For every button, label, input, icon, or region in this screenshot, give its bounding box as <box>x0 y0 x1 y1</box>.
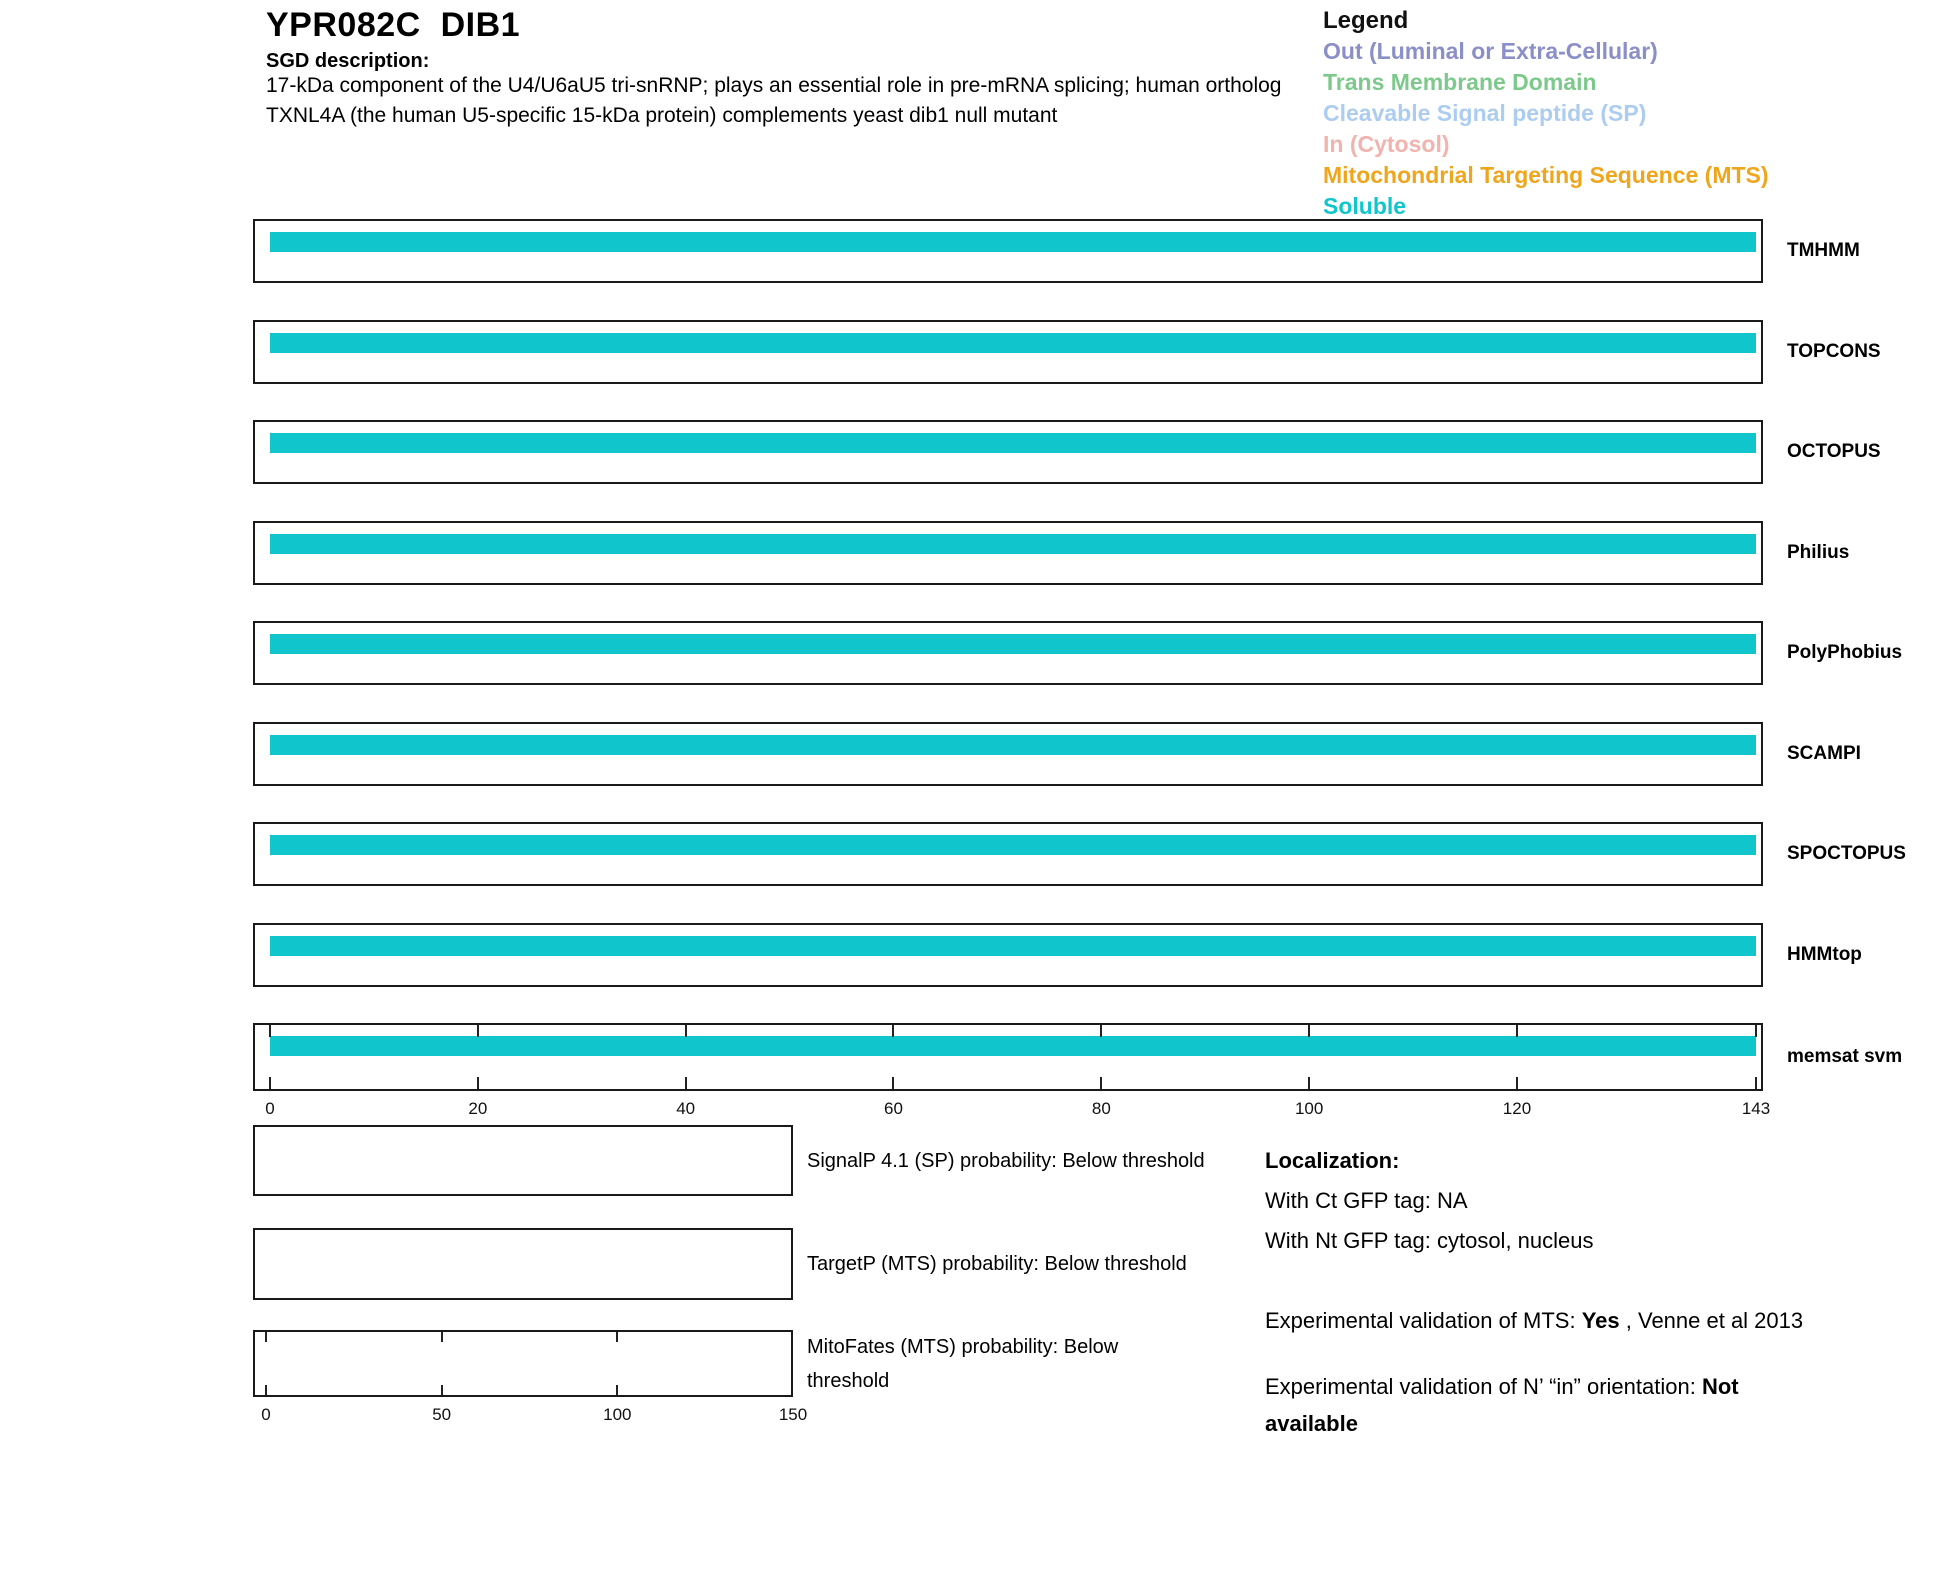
sgd-description-line: TXNL4A (the human U5-specific 15-kDa protein) complements yeast dib1 null mutant <box>266 104 1058 127</box>
axis-tick <box>265 1385 267 1395</box>
track-box <box>253 521 1763 585</box>
probability-box <box>253 1125 793 1196</box>
orientation-validation-value: Not available <box>1265 1374 1739 1436</box>
track-label: PolyPhobius <box>1787 642 1903 663</box>
axis-tick <box>269 1025 271 1037</box>
track-label: SCAMPI <box>1787 743 1861 764</box>
axis-tick <box>1516 1077 1518 1089</box>
axis-tick-label: 120 <box>1502 1099 1532 1118</box>
orientation-validation-prefix: Experimental validation of N’ “in” orientation: <box>1265 1374 1702 1399</box>
axis-tick <box>616 1332 618 1342</box>
probability-label-line: SignalP 4.1 (SP) probability: Below threshold <box>807 1149 1205 1172</box>
mts-validation-value: Yes <box>1581 1308 1620 1333</box>
track-box <box>253 822 1763 886</box>
legend-item: Soluble <box>1323 193 1407 219</box>
axis-tick <box>892 1025 894 1037</box>
axis-tick <box>1516 1025 1518 1037</box>
axis-tick <box>892 1077 894 1089</box>
legend-item: Mitochondrial Targeting Sequence (MTS) <box>1323 162 1769 188</box>
sgd-description-heading: SGD description: <box>266 50 430 72</box>
track-label: memsat svm <box>1787 1046 1903 1067</box>
axis-tick-label: 100 <box>603 1405 632 1424</box>
track-label: HMMtop <box>1787 944 1862 965</box>
legend-item: Cleavable Signal peptide (SP) <box>1323 100 1647 126</box>
mts-validation <box>1265 1308 1803 1334</box>
legend-item: In (Cytosol) <box>1323 131 1450 157</box>
axis-tick-label: 100 <box>1294 1099 1324 1118</box>
soluble-segment <box>270 534 1756 554</box>
soluble-segment <box>270 232 1756 252</box>
legend <box>1323 5 1769 222</box>
probability-label-line: MitoFates (MTS) probability: Below <box>807 1335 1119 1358</box>
axis-tick <box>265 1332 267 1342</box>
track-label: OCTOPUS <box>1787 441 1881 462</box>
soluble-segment <box>270 936 1756 956</box>
soluble-segment <box>270 835 1756 855</box>
legend-item: Out (Luminal or Extra-Cellular) <box>1323 38 1658 64</box>
axis-tick <box>1308 1077 1310 1089</box>
axis-tick <box>1755 1077 1757 1089</box>
track-box <box>253 320 1763 384</box>
track-box <box>253 1023 1763 1091</box>
soluble-segment <box>270 1036 1756 1056</box>
localization-heading: Localization: <box>1265 1148 1400 1173</box>
axis-tick-label: 150 <box>778 1405 808 1424</box>
track-label: TMHMM <box>1787 240 1860 261</box>
orientation-validation <box>1265 1368 1830 1442</box>
page-title: YPR082C DIB1 <box>266 6 521 44</box>
probability-label-line: threshold <box>807 1369 890 1392</box>
track-box <box>253 923 1763 987</box>
axis-tick-label: 0 <box>261 1405 271 1424</box>
axis-tick-label: 143 <box>1741 1099 1771 1118</box>
soluble-segment <box>270 333 1756 353</box>
axis-tick <box>1100 1077 1102 1089</box>
mts-validation-reference: , Venne et al 2013 <box>1619 1308 1804 1333</box>
axis-tick <box>616 1385 618 1395</box>
track-box <box>253 219 1763 283</box>
axis-tick <box>1100 1025 1102 1037</box>
track-box <box>253 621 1763 685</box>
track-label: Philius <box>1787 542 1850 563</box>
axis-tick <box>441 1385 443 1395</box>
probability-box <box>253 1228 793 1300</box>
axis-tick <box>1755 1025 1757 1037</box>
probability-label-line: TargetP (MTS) probability: Below threshold <box>807 1253 1187 1275</box>
axis-tick <box>477 1077 479 1089</box>
axis-tick-label: 40 <box>676 1099 696 1118</box>
mts-validation-prefix: Experimental validation of MTS: <box>1265 1308 1582 1333</box>
axis-tick-label: 0 <box>265 1099 275 1118</box>
track-label: SPOCTOPUS <box>1787 843 1906 864</box>
axis-tick <box>1308 1025 1310 1037</box>
axis-tick <box>685 1025 687 1037</box>
axis-tick <box>269 1077 271 1089</box>
axis-tick-label: 80 <box>1091 1099 1111 1118</box>
axis-tick <box>441 1332 443 1342</box>
legend-title: Legend <box>1323 7 1409 34</box>
axis-tick-label: 20 <box>468 1099 488 1118</box>
localization-nt-gfp: With Nt GFP tag: cytosol, nucleus <box>1265 1228 1594 1253</box>
track-box <box>253 420 1763 484</box>
axis-tick-label: 50 <box>432 1405 452 1424</box>
probability-label <box>807 1228 1187 1300</box>
soluble-segment <box>270 433 1756 453</box>
soluble-segment <box>270 634 1756 654</box>
localization-ct-gfp: With Ct GFP tag: NA <box>1265 1188 1468 1213</box>
track-label: TOPCONS <box>1787 341 1881 362</box>
probability-label <box>807 1125 1205 1196</box>
legend-item: Trans Membrane Domain <box>1323 69 1597 95</box>
probability-box <box>253 1330 793 1397</box>
track-box <box>253 722 1763 786</box>
axis-tick <box>685 1077 687 1089</box>
sgd-description-line: 17-kDa component of the U4/U6aU5 tri-snRNP; plays an essential role in pre-mRNA splicing; human ortholog <box>266 74 1282 97</box>
axis-tick-label: 60 <box>884 1099 903 1118</box>
soluble-segment <box>270 735 1756 755</box>
probability-label <box>807 1330 1118 1397</box>
axis-tick <box>477 1025 479 1037</box>
